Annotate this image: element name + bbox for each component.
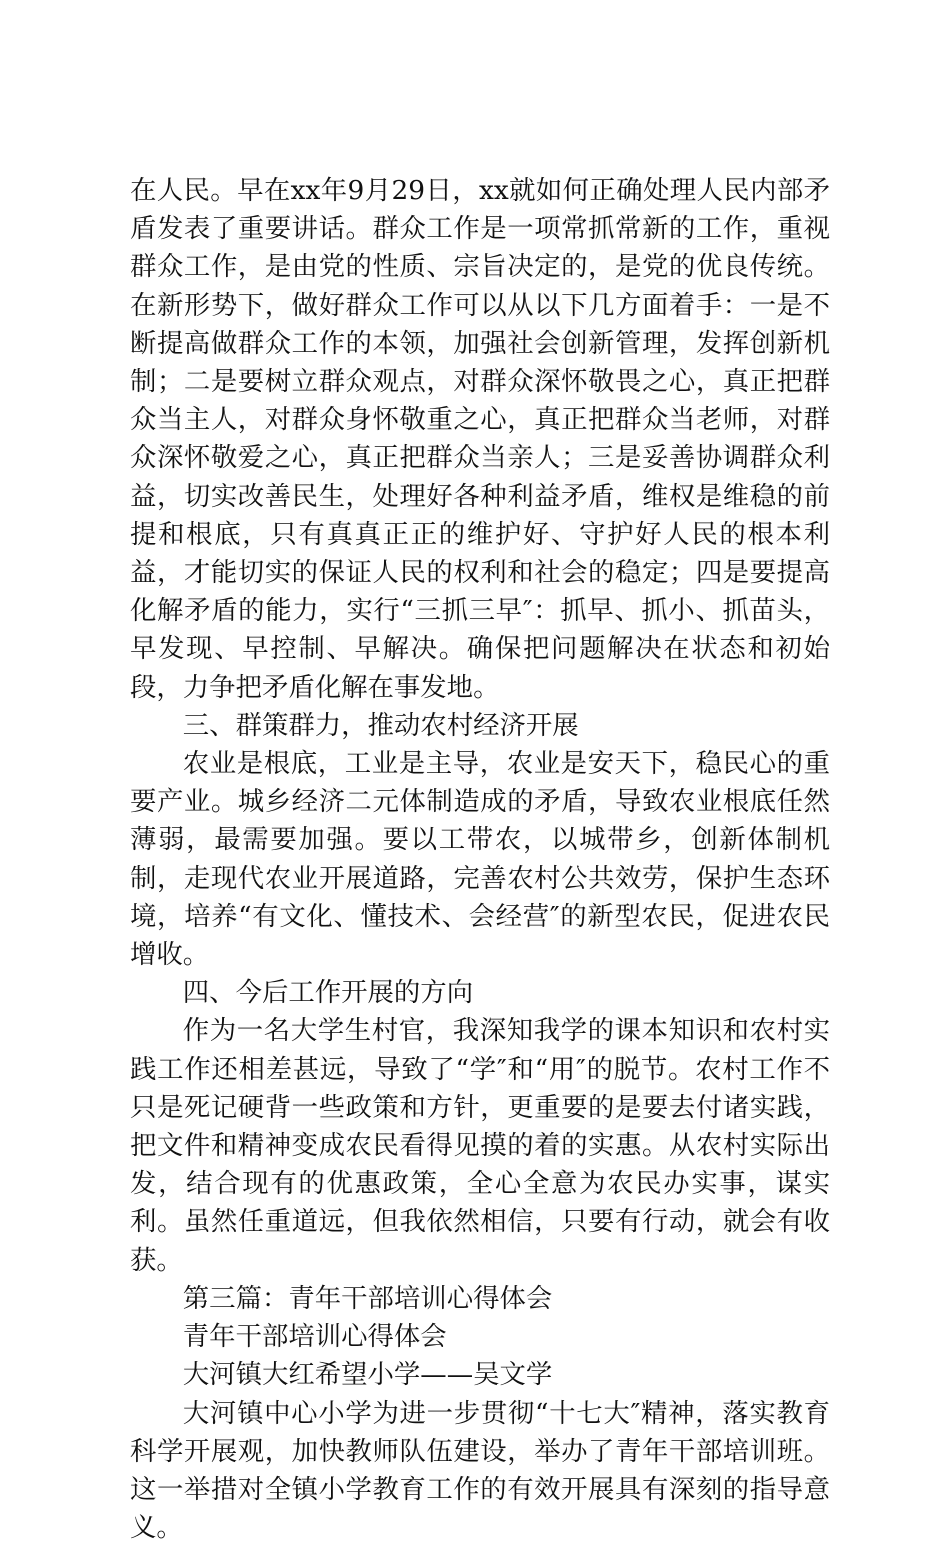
- paragraph-continued: 在人民。早在xx年9月29日，xx就如何正确处理人民内部矛盾发表了重要讲话。群众工作是一项常抓常新的工作，重视群众工作，是由党的性质、宗旨决定的，是党的优良传统。在新形势下，做好群众工作可以从以下几方面着手：一是不断提高做群众工作的本领，加强社会创新管理，发挥创新机制；二是要树立群众观点，对群众深怀敬畏之心，真正把群众当主人，对群众身怀敬重之心，真正把群众当老师，对群众深怀敬爱之心，真正把群众当亲人；三是妥善协调群众利益，切实改善民生，处理好各种利益矛盾，维权是维稳的前提和根底，只有真真正正的维护好、守护好人民的根本利益，才能切实的保证人民的权利和社会的稳定；四是要提高化解矛盾的能力，实行“三抓三早″：抓早、抓小、抓苗头，早发现、早控制、早解决。确保把问题解决在状态和初始段，力争把矛盾化解在事发地。: [130, 172, 830, 707]
- paragraph-training-intro: 大河镇中心小学为进一步贯彻“十七大″精神，落实教育科学开展观，加快教师队伍建设，举办了青年干部培训班。这一举措对全镇小学教育工作的有效开展具有深刻的指导意义。: [130, 1395, 830, 1547]
- section-heading-3: 三、群策群力，推动农村经济开展: [130, 707, 830, 745]
- article-title: 青年干部培训心得体会: [130, 1318, 830, 1356]
- section-heading-4: 四、今后工作开展的方向: [130, 974, 830, 1012]
- paragraph-future-work: 作为一名大学生村官，我深知我学的课本知识和农村实践工作还相差甚远，导致了“学″和“用″的脱节。农村工作不只是死记硬背一些政策和方针，更重要的是要去付诸实践，把文件和精神变成农民看得见摸的着的实惠。从农村实际出发，结合现有的优惠政策，全心全意为农民办实事，谋实利。虽然任重道远，但我依然相信，只要有行动，就会有收获。: [130, 1012, 830, 1279]
- article-author: 大河镇大红希望小学——吴文学: [130, 1356, 830, 1394]
- document-body: [130, 172, 830, 1547]
- article-heading-part3: 第三篇：青年干部培训心得体会: [130, 1280, 830, 1318]
- paragraph-agriculture: 农业是根底，工业是主导，农业是安天下，稳民心的重要产业。城乡经济二元体制造成的矛盾，导致农业根底任然薄弱，最需要加强。要以工带农，以城带乡，创新体制机制，走现代农业开展道路，完善农村公共效劳，保护生态环境，培养“有文化、懂技术、会经营″的新型农民，促进农民增收。: [130, 745, 830, 974]
